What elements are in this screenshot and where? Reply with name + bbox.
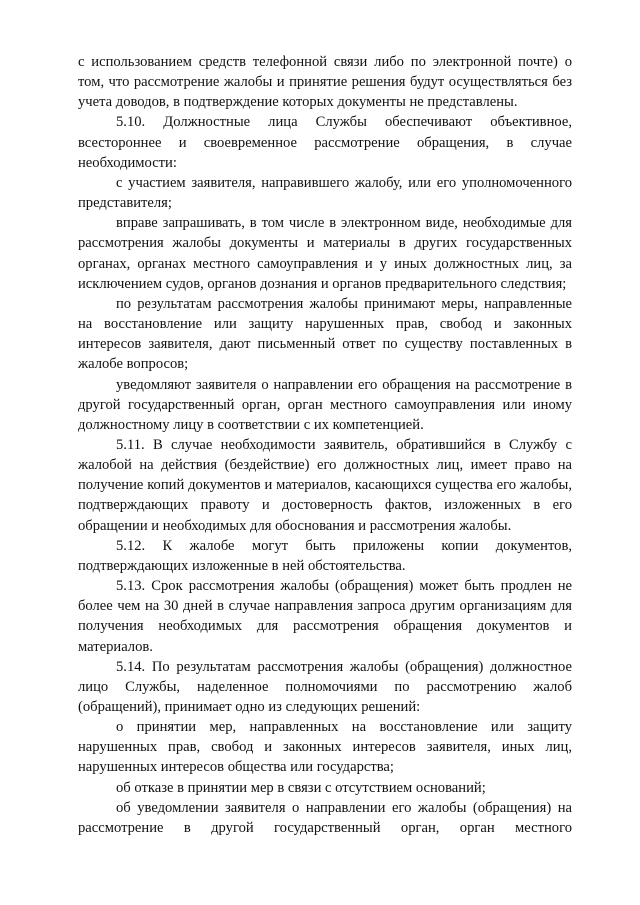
paragraph-notify-applicant: уведомляют заявителя о направлении его обращения на рассмотрение в другой государственный орган, орган местного самоуправления или иному должностному лицу в соответствии с их компетенцией.: [78, 376, 572, 433]
paragraph-decision-refusal: об отказе в принятии мер в связи с отсутствием оснований;: [116, 779, 486, 796]
paragraph-5-11: 5.11. В случае необходимости заявитель, обратившийся в Службу с жалобой на действия (бездействие) его должностных лиц, имеет право на получение копий документов и материалов, касающихся существа его жалобы, подтверждающих правоту и достоверность фактов, изложенных в его обращении и необходимых для обоснования и рассмотрения жалобы.: [78, 436, 572, 534]
paragraph-participation: с участием заявителя, направившего жалобу, или его уполномоченного представителя;: [78, 174, 572, 212]
paragraph-decision-redirect: об уведомлении заявителя о направлении его жалобы (обращения) на рассмотрение в другой государственный орган, орган местного: [78, 799, 572, 836]
paragraph-5-13: 5.13. Срок рассмотрения жалобы (обращения) может быть продлен не более чем на 30 дней в случае направления запроса другим организациям для получения необходимых для рассмотрения обращения документов и материалов.: [78, 578, 572, 655]
paragraph-take-measures: по результатам рассмотрения жалобы принимают меры, направленные на восстановление или защиту нарушенных прав, свобод и законных интересов заявителя, дают письменный ответ по существу поставленных в жалобе вопросов;: [78, 295, 572, 373]
paragraph-request-documents: вправе запрашивать, в том числе в электронном виде, необходимые для рассмотрения жалобы документы и материалы в других государственных органах, органах местного самоуправления и у иных должностных лиц, за исключением судов, органов дознания и органов предварительного следствия;: [78, 215, 572, 292]
paragraph-continuation: с использованием средств телефонной связи либо по электронной почте) о том, что рассмотрение жалобы и принятие решения будут осуществляться без учета доводов, в подтверждение которых документы не представлены.: [78, 54, 572, 111]
document-page: [78, 52, 572, 838]
paragraph-5-14: 5.14. По результатам рассмотрения жалобы (обращения) должностное лицо Службы, наделенное полномочиями по рассмотрению жалоб (обращений), принимает одно из следующих решений:: [78, 658, 572, 715]
paragraph-5-12: 5.12. К жалобе могут быть приложены копии документов, подтверждающих изложенные в ней обстоятельства.: [78, 537, 572, 574]
paragraph-5-10: 5.10. Должностные лица Службы обеспечивают объективное, всестороннее и своевременное рассмотрение обращения, в случае необходимости:: [78, 114, 572, 171]
paragraph-decision-measures: о принятии мер, направленных на восстановление или защиту нарушенных прав, свобод и законных интересов заявителя, иных лиц, нарушенных интересов общества или государства;: [78, 719, 572, 776]
